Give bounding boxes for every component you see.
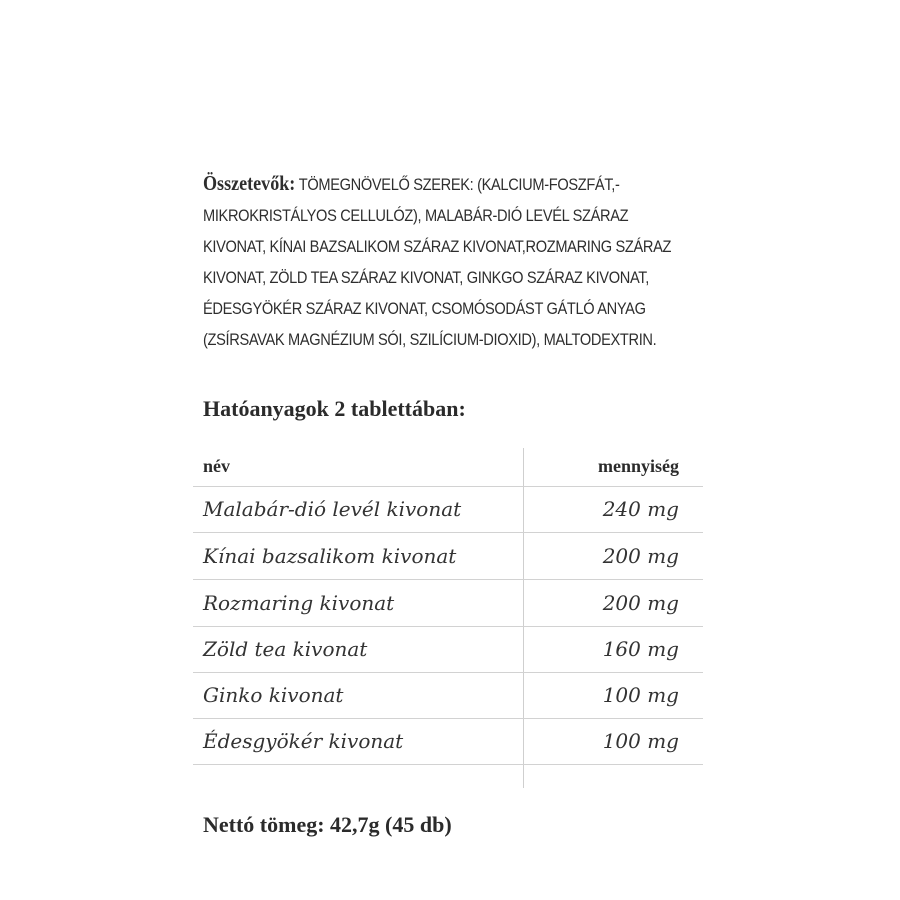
header-quantity: mennyiség	[598, 456, 679, 476]
table-header-row	[193, 448, 703, 487]
table-row	[193, 580, 703, 627]
actives-table	[193, 448, 703, 788]
row-quantity: 160 mg	[602, 637, 679, 661]
row-quantity: 200 mg	[602, 544, 679, 568]
header-name: név	[203, 456, 230, 476]
row-quantity: 100 mg	[602, 683, 679, 707]
table-row	[193, 533, 703, 580]
actives-title: Hatóanyagok 2 tablettában:	[203, 396, 466, 421]
row-name: Malabár-dió levél kivonat	[203, 497, 462, 521]
row-name: Édesgyökér kivonat	[203, 729, 404, 753]
row-quantity: 100 mg	[602, 729, 679, 753]
row-name: Zöld tea kivonat	[203, 637, 368, 661]
net-weight: Nettó tömeg: 42,7g (45 db)	[203, 812, 452, 837]
ingredients-label: Összetevők:	[203, 171, 296, 195]
ingredients-text: TÖMEGNÖVELŐ SZEREK: (KALCIUM-FOSZFÁT,-MIKROKRISTÁLYOS CELLULÓZ), MALABÁR-DIÓ LEVÉL SZÁRAZ KIVONAT, KÍNAI BAZSALIKOM SZÁRAZ KIVONAT,ROZMARING SZÁRAZ KIVONAT, ZÖLD TEA SZÁRAZ KIVONAT, GINKGO SZÁRAZ KIVONAT, ÉDESGYÖKÉR SZÁRAZ KIVONAT, CSOMÓSODÁST GÁTLÓ ANYAG (ZSÍRSAVAK MAGNÉZIUM SÓI, SZILÍCIUM-DIOXID), MALTODEXTRIN.	[203, 175, 672, 349]
table-row	[193, 626, 703, 673]
row-name: Rozmaring kivonat	[203, 591, 395, 615]
row-name: Ginko kivonat	[203, 683, 344, 707]
table-row	[193, 672, 703, 719]
ingredients-paragraph	[203, 168, 685, 355]
row-name: Kínai bazsalikom kivonat	[203, 544, 457, 568]
table-row	[193, 718, 703, 765]
table-row	[193, 486, 703, 533]
row-quantity: 240 mg	[602, 497, 679, 521]
row-quantity: 200 mg	[602, 591, 679, 615]
